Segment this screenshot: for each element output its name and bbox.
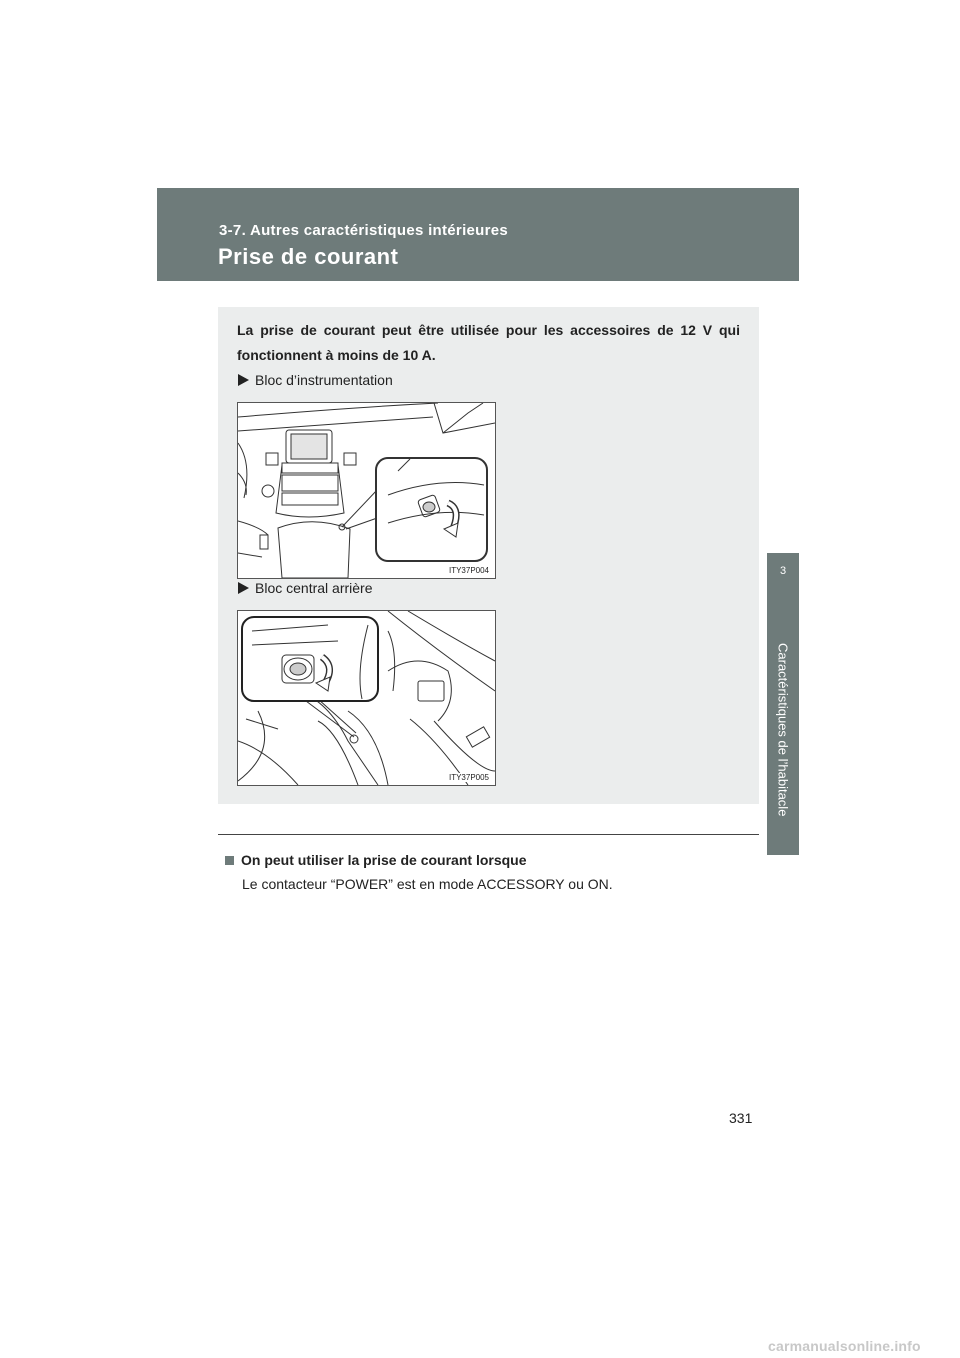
arrow-icon: [238, 374, 249, 386]
note-text: Le contacteur “POWER” est en mode ACCESSORY ou ON.: [242, 876, 613, 892]
chapter-number: 3: [779, 565, 787, 577]
figure-rear-console: [237, 610, 496, 786]
chapter-label: Caractéristiques de l’habitacle: [775, 643, 791, 817]
page-number: 331: [729, 1110, 753, 1126]
dashboard-illustration: [238, 403, 495, 578]
rear-console-illustration: [238, 611, 495, 785]
page-title: Prise de courant: [218, 244, 399, 269]
arrow-icon: [238, 582, 249, 594]
chapter-header: [157, 188, 799, 281]
figure-code: ITY37P004: [448, 566, 489, 575]
section-title: 3-7. Autres caractéristiques intérieures: [219, 222, 509, 239]
note-heading: On peut utiliser la prise de courant lorsque: [225, 852, 527, 868]
figure-caption-rear-console: Bloc central arrière: [238, 580, 373, 596]
square-bullet-icon: [225, 856, 234, 865]
intro-text: La prise de courant peut être utilisée pour les accessoires de 12 V qui fonctionnent à moins de 10 A.: [237, 322, 740, 363]
figure-dashboard: [237, 402, 496, 579]
divider: [218, 834, 759, 835]
watermark: carmanualsonline.info: [768, 1338, 921, 1354]
figure-code: ITY37P005: [448, 773, 489, 782]
figure-caption-dashboard: Bloc d’instrumentation: [238, 372, 393, 388]
